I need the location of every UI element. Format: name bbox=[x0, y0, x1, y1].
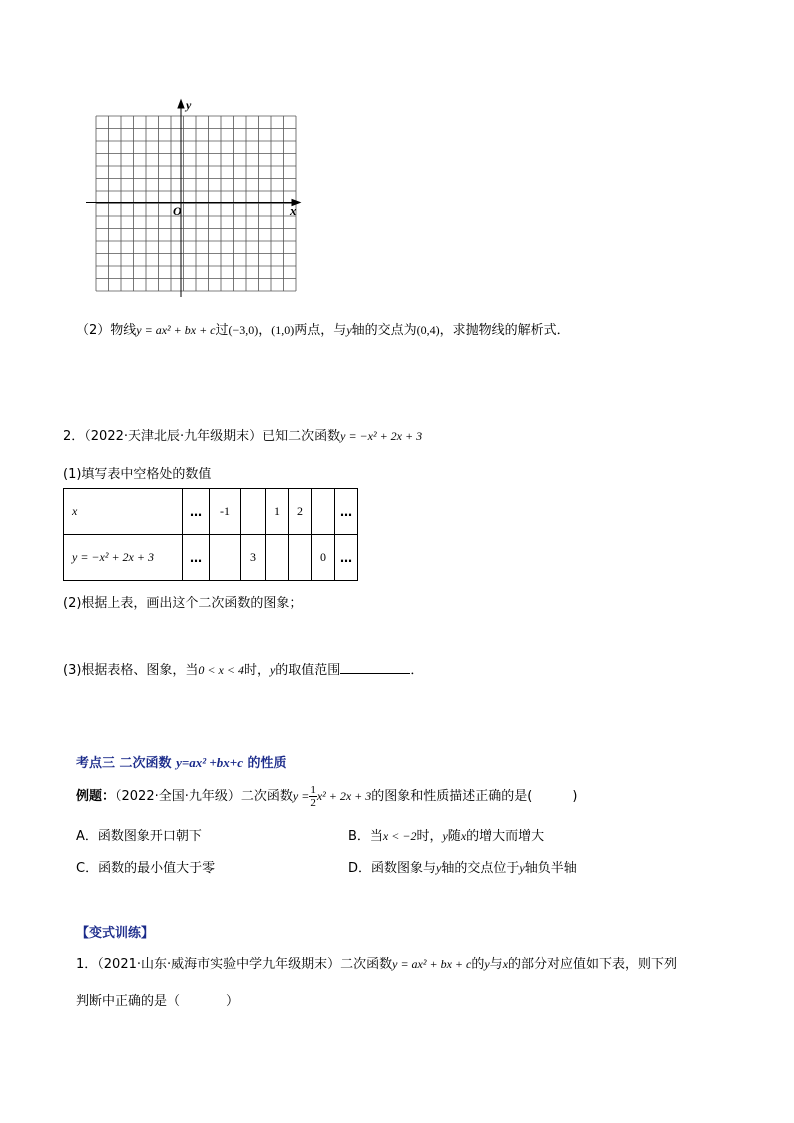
option-c[interactable]: C．函数的最小值大于零 bbox=[76, 861, 216, 876]
table-cell: … bbox=[335, 535, 358, 581]
table-cell: 1 bbox=[266, 489, 289, 535]
table-cell-x-header: x bbox=[64, 489, 183, 535]
variant-line2-text: 判断中正确的是（ bbox=[76, 994, 181, 1009]
q2-part3-text-c: 的取值范围 bbox=[275, 663, 341, 678]
fraction-half bbox=[309, 784, 317, 809]
q1-part2 bbox=[76, 319, 570, 338]
variant-text-a: 1．（2021·山东·威海市实验中学九年级期末）二次函数 bbox=[76, 957, 393, 972]
option-a[interactable]: A．函数图象开口朝下 bbox=[76, 829, 202, 844]
option-d-y2: y bbox=[519, 861, 525, 875]
q1-part2-num: （2） bbox=[76, 323, 111, 338]
table-cell: 3 bbox=[241, 535, 266, 581]
table-cell: … bbox=[183, 489, 210, 535]
option-d[interactable] bbox=[348, 857, 577, 876]
option-b-text-d: 的增大而增大 bbox=[466, 829, 545, 844]
table-cell: … bbox=[335, 489, 358, 535]
section-heading-text-a: 考点三 二次函数 bbox=[76, 756, 177, 771]
q1-part2-text3: ， bbox=[258, 323, 272, 338]
variant-text-c: 与 bbox=[489, 957, 503, 972]
option-d-text-b: 轴的交点位于 bbox=[441, 861, 520, 876]
table-cell-blank[interactable] bbox=[312, 489, 335, 535]
q1-point2: (1,0) bbox=[271, 323, 295, 337]
origin-label: O bbox=[173, 204, 182, 218]
option-b-text-c: 随 bbox=[447, 829, 461, 844]
option-d-text-a: D．函数图象与 bbox=[348, 861, 437, 876]
example-label: 例题： bbox=[76, 789, 116, 804]
variant-question-line1 bbox=[76, 953, 677, 972]
variant-function: y = ax² + bx + c bbox=[392, 957, 472, 971]
table-cell-blank[interactable] bbox=[289, 535, 312, 581]
example-question bbox=[76, 784, 577, 809]
q1-part2-text1: 物线 bbox=[110, 323, 137, 338]
example-function-rest: x² + 2x + 3 bbox=[316, 789, 372, 803]
table-cell-blank[interactable] bbox=[266, 535, 289, 581]
option-b-y: y bbox=[442, 829, 448, 843]
q2-part3-range: 0 < x < 4 bbox=[198, 663, 244, 677]
q2-part3-text-b: 时， bbox=[243, 663, 270, 678]
answer-blank[interactable] bbox=[340, 661, 410, 674]
variant-text-d: 的部分对应值如下表，则下列 bbox=[508, 957, 678, 972]
q2-part1: (1)填写表中空格处的数值 bbox=[63, 467, 212, 482]
option-b-text-b: 时， bbox=[416, 829, 443, 844]
table-cell: -1 bbox=[210, 489, 241, 535]
table-cell: 0 bbox=[312, 535, 335, 581]
table-row bbox=[64, 489, 358, 535]
section-heading bbox=[76, 752, 287, 771]
option-b-x: x bbox=[460, 829, 467, 843]
example-text3: ) bbox=[572, 789, 578, 804]
option-b[interactable] bbox=[348, 825, 544, 844]
variant-text-b: 的 bbox=[471, 957, 485, 972]
table-cell: 2 bbox=[289, 489, 312, 535]
q2-part3-end: ． bbox=[410, 663, 424, 678]
q1-yaxis: y bbox=[346, 323, 352, 337]
option-d-y: y bbox=[436, 861, 442, 875]
option-b-text-a: B．当 bbox=[348, 829, 383, 844]
grid-lines bbox=[96, 116, 296, 291]
q2-part3 bbox=[63, 659, 423, 678]
values-table bbox=[63, 488, 358, 581]
fraction-denominator: 2 bbox=[310, 797, 316, 809]
variant-x: x bbox=[502, 957, 509, 971]
q2-intro bbox=[63, 425, 422, 444]
table-cell-y-header: y = −x² + 2x + 3 bbox=[64, 535, 183, 581]
q2-part2: (2)根据上表，画出这个二次函数的图象； bbox=[63, 596, 303, 611]
example-y: y = bbox=[292, 789, 310, 803]
q2-part3-y: y bbox=[269, 663, 276, 677]
example-text1: （2022·全国·九年级）二次函数 bbox=[115, 789, 293, 804]
coordinate-grid bbox=[80, 95, 310, 305]
y-axis-label: y bbox=[186, 98, 192, 112]
option-d-text-c: 轴负半轴 bbox=[524, 861, 577, 876]
section-heading-text-c: 的性质 bbox=[242, 756, 287, 771]
q1-part2-text5: 轴的交点为 bbox=[351, 323, 417, 338]
y-axis-arrow-icon bbox=[178, 100, 184, 108]
q2-function: y = −x² + 2x + 3 bbox=[340, 429, 423, 443]
table-cell-blank[interactable] bbox=[241, 489, 266, 535]
section-heading-formula: y=ax² +bx+c bbox=[176, 755, 243, 770]
table-cell: … bbox=[183, 535, 210, 581]
q1-curve: y = ax² + bx + c bbox=[136, 323, 216, 337]
example-text2: 的图象和性质描述正确的是( bbox=[371, 789, 533, 804]
variant-heading: 【变式训练】 bbox=[76, 926, 155, 941]
q1-part2-text6: ，求抛物线的解析式． bbox=[439, 323, 570, 338]
q2-part3-text-a: (3)根据表格、图象，当 bbox=[63, 663, 199, 678]
option-b-condition: x < −2 bbox=[382, 829, 417, 843]
variant-y: y bbox=[484, 957, 490, 971]
q1-part2-text4: 两点，与 bbox=[294, 323, 347, 338]
q2-intro-text: 2．（2022·天津北辰·九年级期末）已知二次函数 bbox=[63, 429, 341, 444]
q1-point1: (−3,0) bbox=[228, 323, 259, 337]
variant-line2-end: ） bbox=[226, 994, 240, 1009]
table-cell-blank[interactable] bbox=[210, 535, 241, 581]
variant-question-line2 bbox=[76, 990, 239, 1009]
x-axis-label: x bbox=[290, 203, 297, 218]
q1-part2-text2: 过 bbox=[215, 323, 229, 338]
axes bbox=[86, 100, 300, 297]
fraction-numerator: 1 bbox=[310, 784, 316, 796]
q1-point3: (0,4) bbox=[416, 323, 440, 337]
table-row bbox=[64, 535, 358, 581]
